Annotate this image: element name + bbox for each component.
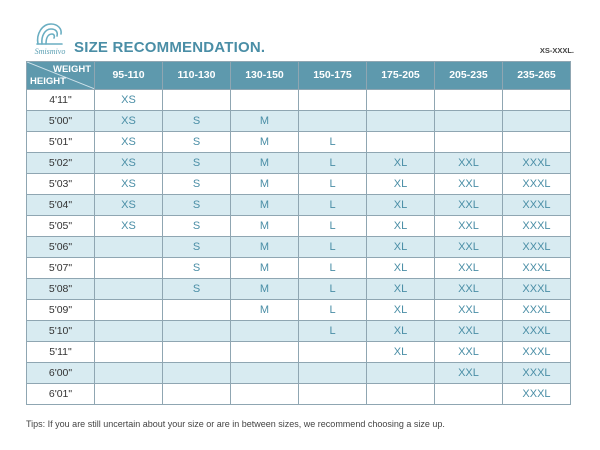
size-chart-table <box>26 61 571 405</box>
size-cell <box>299 342 367 363</box>
size-cell <box>231 90 299 111</box>
size-cell: M <box>231 111 299 132</box>
table-row <box>27 384 571 405</box>
size-cell: XXXL <box>503 279 571 300</box>
height-cell: 6'00" <box>27 363 95 384</box>
size-cell <box>367 132 435 153</box>
size-range: XS-XXXL. <box>539 46 574 55</box>
table-row <box>27 363 571 384</box>
size-cell <box>435 111 503 132</box>
size-cell: L <box>299 237 367 258</box>
size-cell: XXL <box>435 279 503 300</box>
height-cell: 5'04" <box>27 195 95 216</box>
size-cell: L <box>299 195 367 216</box>
size-cell: S <box>163 174 231 195</box>
size-cell <box>367 90 435 111</box>
page-header <box>26 18 574 62</box>
size-cell <box>503 90 571 111</box>
size-cell: XXXL <box>503 195 571 216</box>
table-row <box>27 237 571 258</box>
size-cell: XXL <box>435 216 503 237</box>
size-cell: XXXL <box>503 321 571 342</box>
size-cell <box>163 90 231 111</box>
size-cell: XL <box>367 216 435 237</box>
size-cell: XL <box>367 237 435 258</box>
height-cell: 5'01" <box>27 132 95 153</box>
size-cell: M <box>231 300 299 321</box>
size-cell <box>231 384 299 405</box>
column-header: 110-130 <box>163 62 231 90</box>
size-cell: XXXL <box>503 153 571 174</box>
size-cell <box>95 363 163 384</box>
table-body <box>27 90 571 405</box>
height-cell: 5'03" <box>27 174 95 195</box>
tips-note: Tips: If you are still uncertain about your size or are in between sizes, we recommend choosing a size up. <box>26 419 445 429</box>
size-cell: XL <box>367 258 435 279</box>
table-row <box>27 300 571 321</box>
column-header: 175-205 <box>367 62 435 90</box>
table-row <box>27 342 571 363</box>
table-row <box>27 321 571 342</box>
size-cell <box>503 111 571 132</box>
size-cell: XXXL <box>503 300 571 321</box>
size-cell: L <box>299 321 367 342</box>
size-cell <box>95 237 163 258</box>
height-cell: 5'07" <box>27 258 95 279</box>
size-cell: L <box>299 153 367 174</box>
height-cell: 5'09" <box>27 300 95 321</box>
page-title: SIZE RECOMMENDATION. <box>74 39 266 56</box>
size-cell: XS <box>95 174 163 195</box>
size-cell: XXL <box>435 195 503 216</box>
size-cell: XXXL <box>503 384 571 405</box>
size-cell: XS <box>95 195 163 216</box>
size-cell: XXL <box>435 174 503 195</box>
size-cell: S <box>163 279 231 300</box>
size-cell: XXXL <box>503 174 571 195</box>
size-cell: S <box>163 258 231 279</box>
size-cell <box>299 384 367 405</box>
size-cell: XL <box>367 174 435 195</box>
size-cell: XXXL <box>503 342 571 363</box>
size-cell <box>163 342 231 363</box>
size-cell: XL <box>367 153 435 174</box>
column-header: 150-175 <box>299 62 367 90</box>
size-cell: XXL <box>435 342 503 363</box>
height-cell: 5'00" <box>27 111 95 132</box>
size-cell: M <box>231 216 299 237</box>
size-cell <box>435 132 503 153</box>
size-cell: M <box>231 174 299 195</box>
size-cell <box>367 111 435 132</box>
size-cell: S <box>163 216 231 237</box>
size-cell <box>163 363 231 384</box>
size-cell <box>231 321 299 342</box>
size-cell: M <box>231 153 299 174</box>
size-cell: XXXL <box>503 216 571 237</box>
table-row <box>27 258 571 279</box>
size-cell <box>435 90 503 111</box>
height-cell: 5'10" <box>27 321 95 342</box>
size-cell <box>95 258 163 279</box>
height-cell: 5'02" <box>27 153 95 174</box>
size-cell <box>163 300 231 321</box>
corner-header <box>27 62 95 90</box>
table-row <box>27 279 571 300</box>
size-cell: XXL <box>435 363 503 384</box>
height-label: HEIGHT <box>30 76 66 87</box>
size-cell <box>163 321 231 342</box>
column-header: 130-150 <box>231 62 299 90</box>
size-cell: L <box>299 216 367 237</box>
size-cell: XL <box>367 300 435 321</box>
size-cell <box>95 300 163 321</box>
size-cell: S <box>163 111 231 132</box>
size-cell: M <box>231 258 299 279</box>
size-cell <box>367 384 435 405</box>
size-cell <box>367 363 435 384</box>
size-cell: XXL <box>435 300 503 321</box>
size-cell <box>95 342 163 363</box>
table-row <box>27 90 571 111</box>
size-cell: XS <box>95 111 163 132</box>
table-row <box>27 132 571 153</box>
size-cell: XL <box>367 342 435 363</box>
size-cell: XXL <box>435 258 503 279</box>
height-cell: 5'11" <box>27 342 95 363</box>
column-header: 95-110 <box>95 62 163 90</box>
weight-label: WEIGHT <box>53 64 91 75</box>
table-header-row <box>27 62 571 90</box>
size-cell: XXXL <box>503 237 571 258</box>
table-row <box>27 111 571 132</box>
size-cell <box>231 363 299 384</box>
size-cell: L <box>299 174 367 195</box>
size-cell: S <box>163 132 231 153</box>
size-cell <box>95 279 163 300</box>
size-cell: M <box>231 279 299 300</box>
size-cell: L <box>299 300 367 321</box>
height-cell: 5'06" <box>27 237 95 258</box>
size-cell: L <box>299 132 367 153</box>
size-cell: M <box>231 132 299 153</box>
size-cell <box>299 363 367 384</box>
size-cell: XXL <box>435 321 503 342</box>
size-cell: XL <box>367 321 435 342</box>
size-cell: XS <box>95 216 163 237</box>
size-cell: S <box>163 195 231 216</box>
size-cell <box>95 384 163 405</box>
size-cell: XS <box>95 90 163 111</box>
size-cell: XL <box>367 195 435 216</box>
size-cell <box>163 384 231 405</box>
table-row <box>27 216 571 237</box>
column-header: 205-235 <box>435 62 503 90</box>
size-cell: M <box>231 195 299 216</box>
size-cell <box>299 111 367 132</box>
size-cell: S <box>163 237 231 258</box>
height-cell: 5'05" <box>27 216 95 237</box>
size-cell <box>231 342 299 363</box>
height-cell: 6'01" <box>27 384 95 405</box>
height-cell: 4'11" <box>27 90 95 111</box>
table-row <box>27 174 571 195</box>
size-cell: XS <box>95 153 163 174</box>
size-cell: S <box>163 153 231 174</box>
size-cell: XXXL <box>503 363 571 384</box>
spiral-shell-icon <box>34 20 64 46</box>
size-cell: L <box>299 258 367 279</box>
height-cell: 5'08" <box>27 279 95 300</box>
size-cell: XL <box>367 279 435 300</box>
size-cell: M <box>231 237 299 258</box>
table-row <box>27 195 571 216</box>
size-cell: L <box>299 279 367 300</box>
column-header: 235-265 <box>503 62 571 90</box>
size-cell: XS <box>95 132 163 153</box>
size-cell: XXXL <box>503 258 571 279</box>
brand-name: Smismivo <box>34 47 66 56</box>
table-row <box>27 153 571 174</box>
size-cell <box>95 321 163 342</box>
size-cell <box>299 90 367 111</box>
size-cell: XXL <box>435 237 503 258</box>
size-cell <box>435 384 503 405</box>
size-cell <box>503 132 571 153</box>
size-cell: XXL <box>435 153 503 174</box>
